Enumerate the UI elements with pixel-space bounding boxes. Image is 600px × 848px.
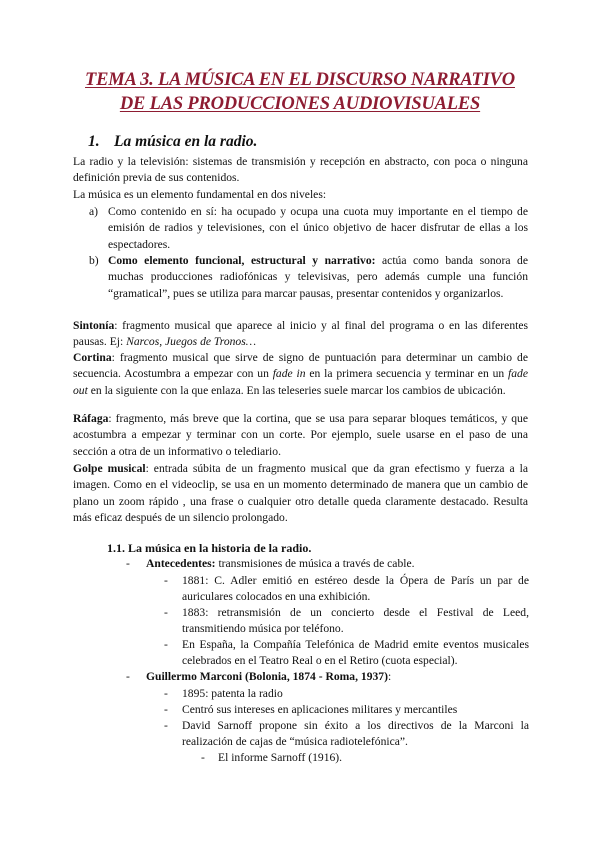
document-title-line-2: DE LAS PRODUCCIONES AUDIOVISUALES bbox=[119, 94, 481, 114]
section-title: La música en la radio. bbox=[114, 133, 258, 150]
marconi-subitem-1895: 1895: patenta la radio bbox=[182, 687, 283, 700]
marconi-label: Guillermo Marconi (Bolonia, 1874 - Roma, 1937) bbox=[146, 670, 388, 683]
text-golpe-musical: : entrada súbita de un fragmento musical que da gran efectismo y fuerza a la imagen. Como en el videoclip, se usa en un momento determinado de manera que un cambio de plano un zoom rápido , una frase o cualquier otro detalle queda claramente destacado. Resulta más eficaz después de un silencio prolongado. bbox=[73, 462, 529, 524]
marconi-suffix: : bbox=[387, 670, 392, 683]
text-cortina-3: en la siguiente con la que enlaza. En las teleseries suele marcar los cambios de ubicación. bbox=[87, 383, 506, 397]
antecedentes-item bbox=[146, 556, 415, 572]
bullet-dash: - bbox=[164, 606, 168, 619]
list-item-b bbox=[108, 253, 528, 302]
term-golpe-musical: Golpe musical bbox=[73, 462, 146, 475]
term-cortina: Cortina bbox=[73, 351, 112, 364]
fade-out-term: fade out bbox=[73, 367, 528, 397]
definition-golpe-musical bbox=[73, 461, 528, 526]
text-sintonia: : fragmento musical que aparece al inicio y al final del programa o en las diferentes pausas. Ej: bbox=[73, 319, 528, 349]
definition-rafaga bbox=[73, 411, 528, 460]
term-rafaga: Ráfaga bbox=[73, 412, 109, 425]
bullet-dash: - bbox=[164, 719, 168, 732]
example-sintonia: Narcos, Juegos de Tronos… bbox=[126, 335, 257, 349]
bullet-dash: - bbox=[126, 557, 130, 570]
bullet-dash: - bbox=[164, 638, 168, 651]
antecedentes-label: Antecedentes: bbox=[146, 557, 216, 570]
bullet-dash: - bbox=[164, 574, 168, 587]
list-item-b-bold: Como elemento funcional, estructural y narrativo: bbox=[108, 254, 376, 267]
bullet-dash: - bbox=[126, 670, 130, 683]
definition-sintonia bbox=[73, 318, 528, 351]
subsection-heading: 1.1. La música en la historia de la radio. bbox=[107, 541, 312, 555]
document-title-line-1: TEMA 3. LA MÚSICA EN EL DISCURSO NARRATIVO bbox=[85, 70, 515, 90]
definition-cortina bbox=[73, 350, 528, 399]
text-cortina-2: en la primera secuencia y terminar en un bbox=[305, 367, 509, 381]
bullet-dash: - bbox=[164, 687, 168, 700]
section-heading bbox=[88, 133, 257, 151]
intro-paragraph: La radio y la televisión: sistemas de transmisión y recepción en abstracto, con poca o ninguna definición previa de sus contenidos. bbox=[73, 155, 528, 185]
text-cortina-1: : fragmento musical que sirve de signo de puntuación para determinar un cambio de secuencia. Acostumbra a empezar con un bbox=[73, 351, 528, 381]
bullet-dash: - bbox=[201, 751, 205, 764]
marconi-subsubitem-informe: El informe Sarnoff (1916). bbox=[218, 751, 343, 764]
antecedentes-subitem-espana: En España, la Compañía Telefónica de Madrid emite eventos musicales celebrados en el Teatro Real o en el Retiro (cuota especial). bbox=[182, 638, 529, 668]
marconi-item bbox=[146, 669, 391, 685]
section-number: 1. bbox=[88, 133, 100, 150]
antecedentes-text: transmisiones de música a través de cable. bbox=[215, 557, 415, 570]
list-item-a: Como contenido en sí: ha ocupado y ocupa una cuota muy importante en el tiempo de emisión de radios y televisiones, con el único objetivo de hacer disfrutar de ellas a los espectadores. bbox=[108, 205, 528, 251]
list-item-b-text: actúa como banda sonora de muchas producciones radiofónicas y televisivas, pero además cumple una función “gramatical”, pues se utiliza para marcar pausas, presentar contenidos y organizarlos. bbox=[108, 254, 528, 300]
marconi-subitem-sarnoff: David Sarnoff propone sin éxito a los directivos de la Marconi la realización de cajas de “música radiotelefónica”. bbox=[182, 719, 529, 749]
fade-in-term: fade in bbox=[272, 367, 306, 381]
bullet-dash: - bbox=[164, 703, 168, 716]
list-marker-b: b) bbox=[89, 254, 99, 267]
text-rafaga: : fragmento, más breve que la cortina, que se usa para separar bloques temáticos, y que acostumbra a empezar y terminar con un corte. Por ejemplo, suele usarse en el paso de una sección a otra de un informativo o telediario. bbox=[73, 412, 528, 458]
antecedentes-subitem-1883: 1883: retransmisión de un concierto desde el Festival de Leed, transmitiendo música por teléfono. bbox=[182, 606, 529, 636]
marconi-subitem-intereses: Centró sus intereses en aplicaciones militares y mercantiles bbox=[182, 703, 458, 716]
antecedentes-subitem-1881: 1881: C. Adler emitió en estéreo desde la Ópera de París un par de auriculares colocados en una exhibición. bbox=[182, 574, 529, 604]
list-marker-a: a) bbox=[89, 205, 99, 218]
intro-levels: La música es un elemento fundamental en dos niveles: bbox=[73, 188, 327, 201]
term-sintonia: Sintonía bbox=[73, 319, 115, 332]
